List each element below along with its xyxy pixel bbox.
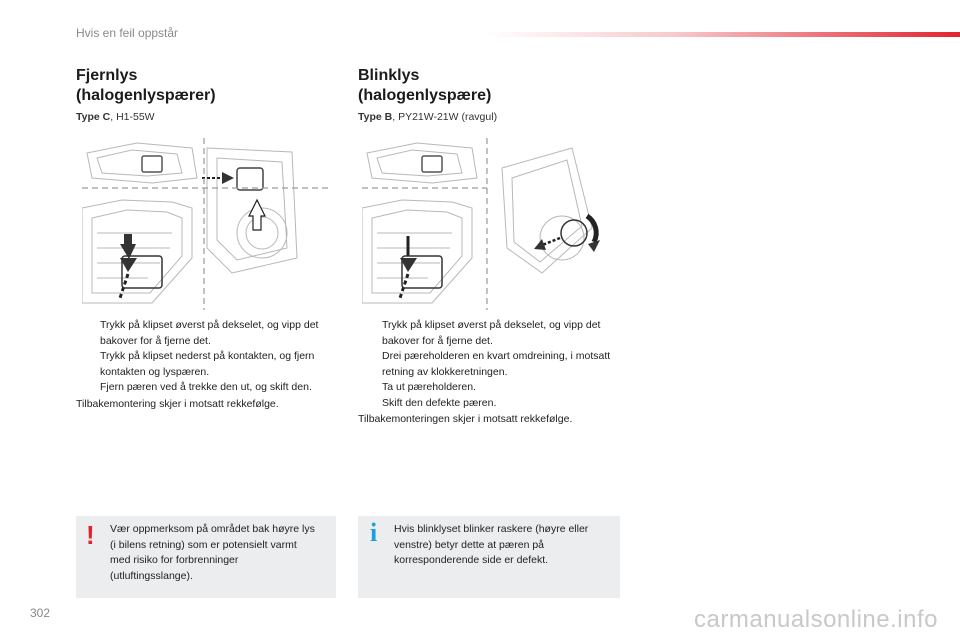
reassembly-note: Tilbakemontering skjer i motsatt rekkefølge. bbox=[76, 397, 279, 410]
step-item bbox=[358, 380, 624, 396]
reassembly-note: Tilbakemonteringen skjer i motsatt rekkefølge. bbox=[358, 413, 573, 425]
step-item bbox=[358, 396, 624, 412]
title-line-1: Fjernlys bbox=[76, 67, 138, 84]
bulb-type-value: , PY21W-21W (ravgul) bbox=[392, 111, 498, 123]
high-beam-illustration bbox=[82, 138, 332, 310]
step-item bbox=[76, 318, 342, 349]
bulb-type-label: Type B bbox=[358, 111, 393, 123]
steps-list-high-beam bbox=[76, 318, 342, 412]
title-line-2: (halogenlyspærer) bbox=[76, 87, 216, 104]
info-box bbox=[358, 516, 620, 598]
bulb-type-label: Type C bbox=[76, 111, 111, 123]
info-text: Hvis blinklyset blinker raskere (høyre eller venstre) betyr dette at pæren på korresponderende side er defekt. bbox=[394, 523, 589, 566]
step-item bbox=[358, 318, 624, 349]
step-item bbox=[76, 349, 342, 380]
step-text: Ta ut pæreholderen. bbox=[382, 381, 476, 393]
section-title-indicator bbox=[358, 66, 491, 106]
info-icon: i bbox=[370, 518, 378, 547]
bulb-type-line bbox=[76, 111, 155, 123]
step-text: Trykk på klipset øverst på dekselet, og vipp det bakover for å fjerne det. bbox=[382, 319, 601, 347]
bulb-type-line bbox=[358, 111, 497, 123]
warning-text: Vær oppmerksom på området bak høyre lys (i bilens retning) som er potensielt varmt med risiko for forbrenninger (utluftingsslange). bbox=[110, 523, 315, 582]
step-text: Fjern pæren ved å trekke den ut, og skift den. bbox=[100, 381, 312, 393]
step-text: Trykk på klipset øverst på dekselet, og vipp det bakover for å fjerne det. bbox=[100, 319, 319, 347]
step-text: Drei pæreholderen en kvart omdreining, i motsatt retning av klokkeretningen. bbox=[382, 350, 611, 378]
watermark: carmanualsonline.info bbox=[694, 606, 938, 633]
step-text: Skift den defekte pæren. bbox=[382, 396, 497, 409]
step-text: Trykk på klipset nederst på kontakten, og fjern kontakten og lyspæren. bbox=[100, 350, 315, 378]
step-item bbox=[358, 349, 624, 380]
title-line-2: (halogenlyspære) bbox=[358, 87, 492, 104]
header-accent-bar bbox=[486, 32, 960, 37]
header-title: Hvis en feil oppstår bbox=[76, 26, 179, 40]
bulb-type-value: , H1-55W bbox=[110, 111, 155, 123]
page-number: 302 bbox=[30, 606, 51, 620]
steps-list-indicator bbox=[358, 318, 624, 428]
step-item bbox=[76, 380, 342, 396]
section-title-high-beam bbox=[76, 66, 216, 106]
title-line-1: Blinklys bbox=[358, 67, 420, 84]
indicator-illustration bbox=[362, 138, 612, 310]
warning-box bbox=[76, 516, 336, 598]
warning-icon: ! bbox=[86, 520, 95, 550]
